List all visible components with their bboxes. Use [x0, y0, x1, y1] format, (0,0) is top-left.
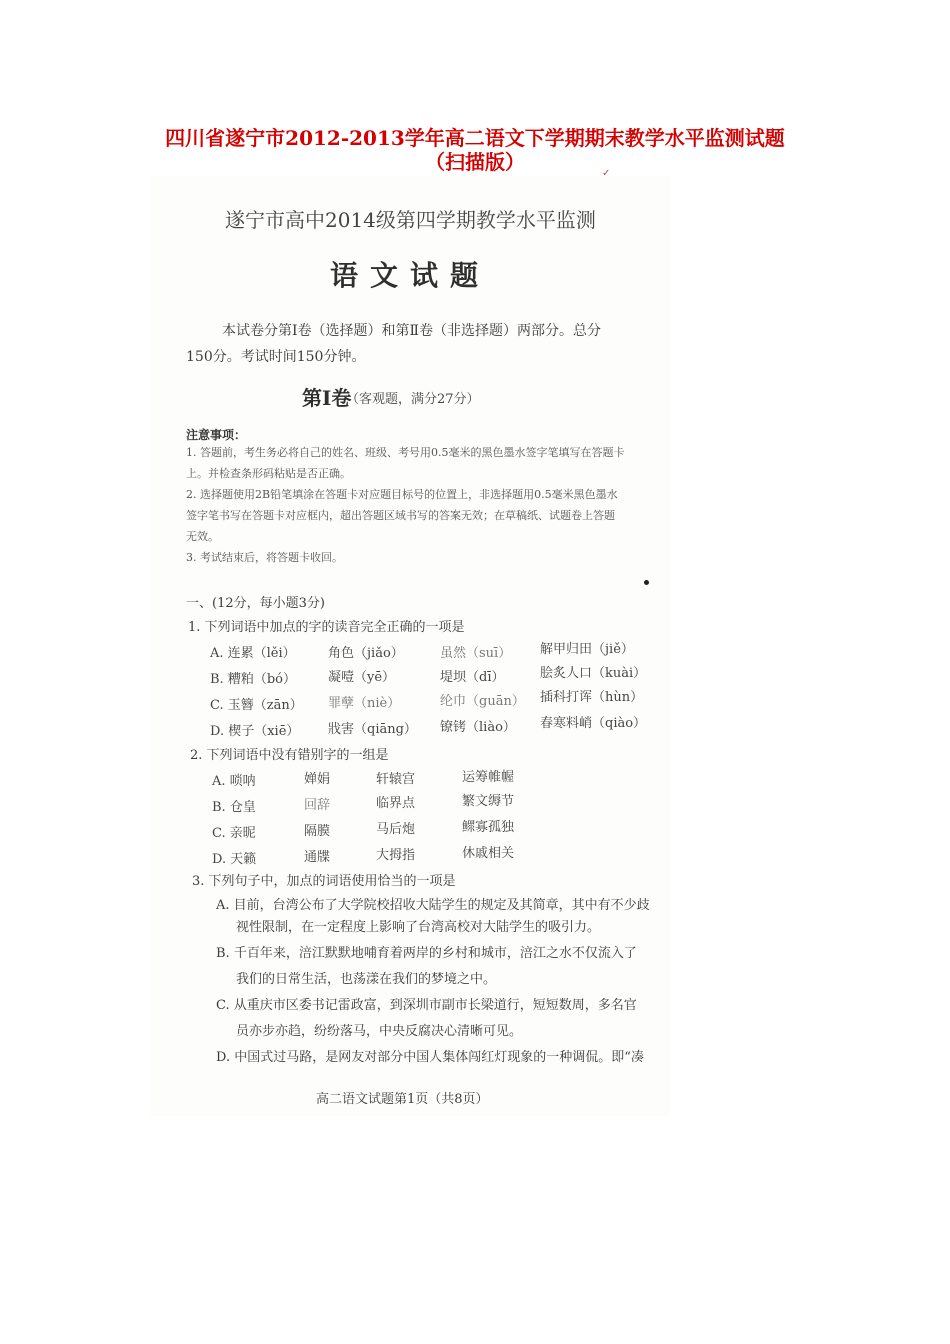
q1-option: 纶巾（guān） — [440, 694, 525, 709]
q3-stem: 3. 下列句子中，加点的词语使用恰当的一项是 — [192, 874, 456, 889]
section-note: （客观题，满分27分） — [346, 392, 480, 407]
q1-option: 春寒料峭（qiào） — [540, 716, 647, 731]
q1-option: A. 连累（lěi） — [210, 646, 296, 661]
document-subtitle: （扫描版） — [425, 150, 525, 174]
q2-option: 大拇指 — [376, 848, 416, 863]
q1-option: 脍炙人口（kuài） — [540, 666, 647, 681]
q2-option: A. 唢呐 — [212, 774, 256, 789]
q1-option: B. 糟粕（bó） — [210, 672, 296, 687]
q1-option: 镣铐（liào） — [440, 720, 516, 735]
q1-option: 虽然（suī） — [440, 646, 512, 661]
notice-title: 注意事项： — [186, 428, 247, 442]
part-one-heading: 一、(12分，每小题3分) — [186, 596, 325, 611]
q2-option: 运筹帷幄 — [462, 770, 515, 785]
notice-line: 2. 选择题使用2B铅笔填涂在答题卡对应题目标号的位置上，非选择题用0.5毫米黑色墨水 — [186, 488, 618, 501]
q2-option: 休戚相关 — [462, 846, 515, 861]
notice-line: 上。并检查条形码粘贴是否正确。 — [186, 467, 351, 480]
notice-line: 签字笔书写在答题卡对应框内，超出答题区域书写的答案无效；在草稿纸、试题卷上答题 — [186, 509, 615, 522]
q1-option: 堤坝（dī） — [440, 670, 505, 685]
q2-option: 隔膜 — [304, 824, 331, 839]
q1-option: 插科打诨（hùn） — [540, 690, 644, 705]
q2-option: 鳏寡孤独 — [462, 820, 515, 835]
q3-choice-line: A. 目前，台湾公布了大学院校招收大陆学生的规定及其简章，其中有不少歧 — [216, 898, 650, 913]
q2-option: 临界点 — [376, 796, 416, 811]
q3-choice-line: D. 中国式过马路，是网友对部分中国人集体闯红灯现象的一种调侃。即“凑 — [216, 1050, 644, 1065]
q2-option: C. 亲昵 — [212, 826, 256, 841]
section-title: 第Ⅰ卷 — [302, 386, 352, 410]
intro-line-2: 150分。考试时间150分钟。 — [186, 349, 366, 365]
notice-line: 无效。 — [186, 530, 219, 543]
q2-option: D. 天籁 — [212, 852, 257, 867]
q1-option: 戕害（qiāng） — [328, 722, 417, 737]
q2-option: 轩辕宫 — [376, 772, 416, 787]
q1-option: 罪孽（niè） — [328, 696, 401, 711]
scanned-exam-page — [150, 168, 670, 1116]
document-title: 四川省遂宁市2012-2013学年高二语文下学期期末教学水平监测试题 — [165, 126, 785, 150]
q2-option: 马后炮 — [376, 822, 416, 837]
page-footer: 高二语文试题第1页（共8页） — [316, 1092, 489, 1107]
q2-stem: 2. 下列词语中没有错别字的一组是 — [190, 748, 389, 763]
q1-stem: 1. 下列词语中加点的字的读音完全正确的一项是 — [188, 620, 465, 635]
q3-choice-line: C. 从重庆市区委书记雷政富，到深圳市副市长梁道行，短短数周，多名官 — [216, 998, 637, 1013]
q3-choice-line: 我们的日常生活，也荡漾在我们的梦境之中。 — [236, 972, 497, 987]
speck-mark — [644, 580, 649, 585]
q2-option: B. 仓皇 — [212, 800, 256, 815]
q2-option: 繁文缛节 — [462, 794, 515, 809]
q3-choice-line: 视性限制，在一定程度上影响了台湾高校对大陆学生的吸引力。 — [236, 920, 601, 935]
q3-choice-line: B. 千百年来，涪江默默地哺育着两岸的乡村和城市，涪江之水不仅流入了 — [216, 946, 637, 961]
intro-line-1: 本试卷分第Ⅰ卷（选择题）和第Ⅱ卷（非选择题）两部分。总分 — [222, 323, 602, 339]
notice-line: 3. 考试结束后，将答题卡收回。 — [186, 551, 343, 564]
notice-line: 1. 答题前，考生务必将自己的姓名、班级、考号用0.5毫米的黑色墨水签字笔填写在答题卡 — [186, 446, 625, 459]
q2-option: 通牒 — [304, 850, 331, 865]
q2-option: 婵娟 — [304, 772, 331, 787]
exam-header: 遂宁市高中2014级第四学期教学水平监测 — [225, 208, 596, 232]
check-mark-icon: ✓ — [602, 168, 611, 179]
q3-choice-line: 员亦步亦趋，纷纷落马，中央反腐决心清晰可见。 — [236, 1024, 523, 1039]
q1-option: D. 楔子（xiē） — [210, 724, 300, 739]
q1-option: 解甲归田（jiě） — [540, 642, 634, 657]
q1-option: 凝噎（yē） — [328, 670, 396, 685]
q2-option: 回辞 — [304, 798, 331, 813]
q1-option: C. 玉簪（zān） — [210, 698, 303, 713]
subject-title: 语文试题 — [330, 259, 491, 292]
q1-option: 角色（jiǎo） — [328, 646, 404, 661]
